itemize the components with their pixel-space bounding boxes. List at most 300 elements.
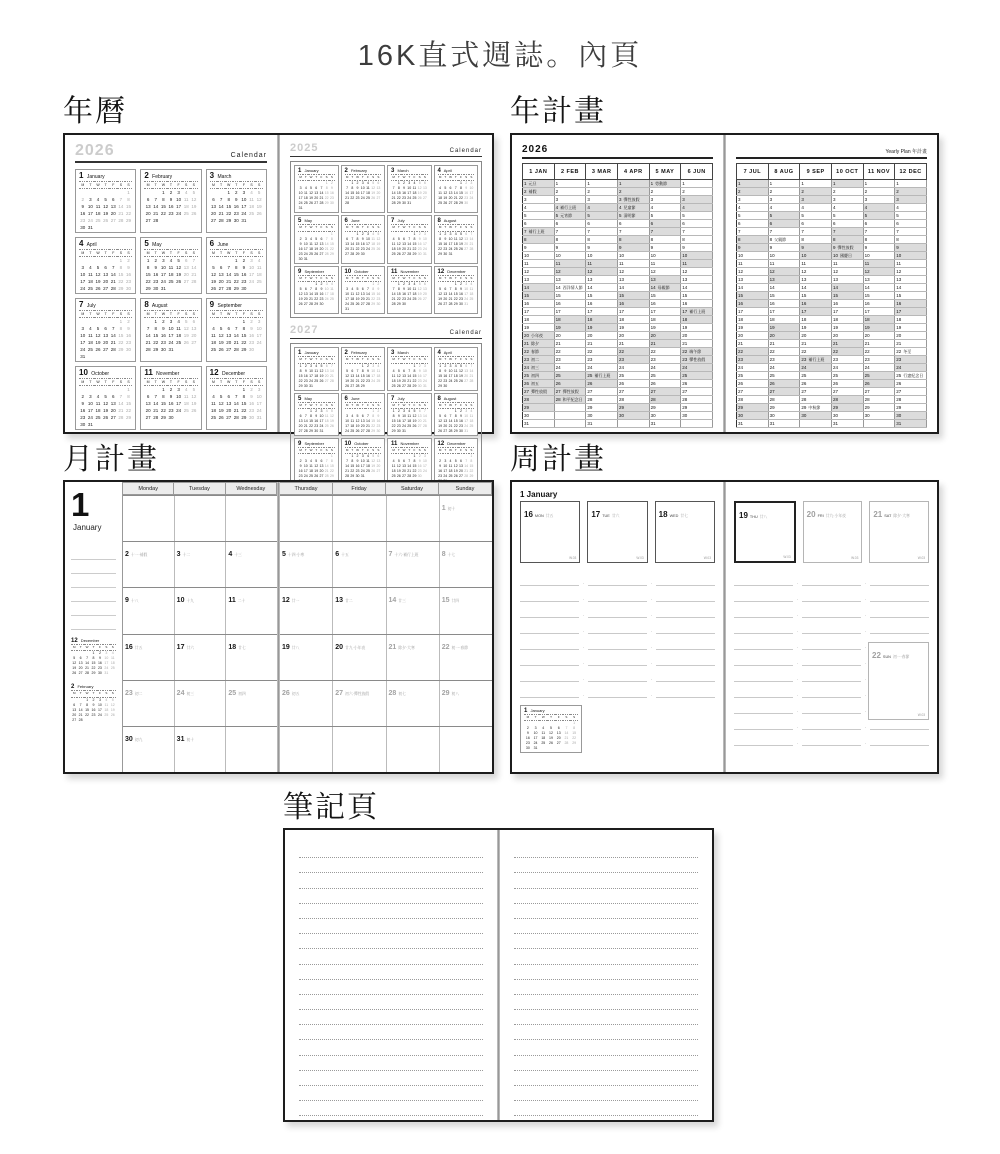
mini-calendar-title: 10 October — [344, 441, 369, 448]
day-cell: 29 — [360, 383, 365, 388]
day-cell: 17 — [176, 204, 182, 209]
month-number: 12 — [71, 638, 78, 644]
day-cell: 19 — [309, 196, 313, 201]
weekday-initial: F — [97, 644, 103, 651]
weekday-initial: S — [324, 224, 329, 231]
weekday-initial: F — [412, 447, 417, 454]
day-cell: 29 — [396, 302, 401, 307]
day-cell: 18 — [376, 373, 381, 378]
day-cell: 10 — [422, 236, 427, 241]
mini-calendar — [520, 705, 582, 753]
weekday-initial: F — [458, 275, 463, 282]
date-cell — [280, 496, 333, 541]
day-cell: 17 — [649, 308, 681, 316]
day-cell: 7 — [408, 368, 411, 373]
dotted-line — [299, 980, 483, 995]
day-cell — [79, 386, 87, 393]
lunar-label: 初六·彈性放假 — [345, 691, 370, 696]
day-cell: 24 — [617, 364, 649, 372]
day-cell: 12 — [396, 464, 401, 469]
month-number: 6 — [344, 218, 348, 225]
day-cell: 4 — [351, 414, 354, 419]
day-cell: 22 — [586, 348, 618, 356]
day-cell: 13 — [110, 204, 116, 209]
weekday-initial: F — [319, 447, 324, 454]
schedule-line — [802, 569, 861, 586]
day-cell: 31 — [345, 307, 350, 312]
day-cell: 14 — [863, 284, 895, 292]
day-cell: 13 — [831, 276, 863, 284]
date-cell — [333, 588, 386, 633]
day-cell: 17 — [324, 292, 329, 297]
day-cell: 18 — [448, 469, 453, 474]
day-cell: 24 — [168, 340, 174, 345]
line-marker: · — [650, 661, 653, 666]
day-cell: 10 — [469, 186, 474, 191]
day-cell: 11 — [309, 464, 313, 469]
year-plan-row — [737, 420, 927, 428]
day-cell: 29 — [831, 404, 863, 412]
week-row — [280, 495, 492, 541]
day-cell: 6 — [192, 319, 196, 324]
day-cell: 28 — [153, 218, 159, 223]
day-cell: 10 — [422, 459, 427, 464]
day-cell: 8 — [127, 394, 130, 399]
mini-calendar — [387, 266, 432, 314]
day-cell: 13 — [360, 292, 365, 297]
month-number: 5 — [298, 395, 302, 402]
day-cell — [102, 318, 110, 325]
day-cell: 26 — [800, 380, 832, 388]
day-cell: 2 — [356, 181, 359, 186]
day-cell: 20 — [464, 373, 469, 378]
day-cell: 2 — [800, 188, 832, 196]
day-cell: 20 — [417, 419, 422, 424]
day-cell: 11 — [523, 260, 555, 268]
day-cell: 25 — [371, 246, 376, 251]
day-cell: 6 — [325, 363, 328, 368]
weekday-initial: M — [298, 275, 303, 282]
day-cell: 27 — [314, 201, 319, 206]
weekday-initial: M — [438, 402, 443, 409]
day-cell: 5 — [192, 387, 196, 392]
year-plan-row — [737, 372, 927, 380]
day-cell: 17 — [464, 292, 469, 297]
date-number: 7 — [388, 551, 393, 559]
day-cell: 18 — [800, 316, 832, 324]
day-cell: 15 — [768, 292, 800, 300]
day-cell: 5 元宵節 — [554, 212, 586, 220]
weekday-initial: S — [182, 249, 190, 257]
year-plan-row — [523, 252, 713, 260]
day-cell: 3 — [534, 726, 537, 731]
day-cell: 22 — [118, 340, 124, 345]
day-cell — [863, 420, 895, 428]
day-cell: 6 — [863, 220, 895, 228]
weekday-header: Saturday — [386, 482, 439, 495]
holiday-label: 小年夜 — [531, 333, 544, 338]
day-cell: 4 — [377, 363, 380, 368]
day-cell: 12 — [256, 197, 262, 202]
schedule-line-row — [520, 586, 715, 602]
mini-calendar-grid — [144, 249, 197, 292]
weekday-initial: W — [355, 174, 360, 181]
day-cell: 26 — [110, 712, 115, 717]
day-cell: 13 — [78, 661, 83, 666]
day-cell: 2 — [81, 197, 85, 202]
line-marker: · — [864, 693, 867, 698]
day-cell: 14 — [407, 373, 412, 378]
day-cell: 25 — [249, 211, 255, 216]
day-cell: 4 — [212, 394, 215, 399]
weekday-initial: T — [350, 402, 355, 409]
day-cell: 17 — [87, 211, 93, 216]
month-column-header: 2 FEB — [554, 164, 586, 180]
day-cell: 31 — [649, 420, 681, 428]
day-cell: 10 — [176, 394, 182, 399]
day-cell: 23 — [360, 246, 365, 251]
holiday-label: 元旦 — [528, 181, 537, 186]
day-cell: 12 — [110, 702, 115, 707]
day-cell: 17 — [160, 272, 166, 277]
mini-calendar-grid — [391, 402, 428, 434]
mini-calendar-grid — [391, 356, 428, 388]
day-cell: 29 — [241, 415, 247, 420]
weekday-initial: F — [365, 356, 370, 363]
day-cell: 30 — [319, 302, 324, 307]
section-label-yearly-calendar: 年曆 — [63, 95, 127, 128]
day-cell: 19 — [831, 324, 863, 332]
day-cell: 1 — [127, 190, 130, 195]
day-cell: 12 — [554, 268, 586, 276]
weekday-initial: W — [355, 447, 360, 454]
mini-calendar — [75, 366, 136, 430]
day-cell: 31 — [831, 420, 863, 428]
day-cell: 22 — [350, 196, 355, 201]
weekday-initial: S — [417, 447, 422, 454]
day-cell: 27 — [443, 429, 448, 434]
mini-calendar-title: 6 June — [344, 218, 360, 225]
day-cell: 20 — [319, 246, 324, 251]
day-cell: 23 — [168, 211, 174, 216]
weekday-header: Tuesday — [174, 482, 225, 495]
day-cell: 22 — [412, 469, 417, 474]
weekday-initial: S — [110, 644, 116, 651]
weekday-initial: M — [524, 714, 532, 721]
day-cell: 7 — [554, 228, 586, 236]
weekday-initial: T — [407, 356, 412, 363]
day-cell: 3 — [423, 231, 426, 236]
lunar-label: 廿八 — [291, 645, 300, 650]
day-cell: 14 — [469, 236, 474, 241]
weekday-initial: T — [233, 310, 241, 318]
day-cell: 21 — [85, 666, 90, 671]
day-cell: 26 — [649, 380, 681, 388]
day-cell: 27 — [78, 671, 83, 676]
day-cell: 28 — [355, 383, 360, 388]
line-marker: · — [582, 597, 585, 602]
day-cell: 9 — [169, 197, 173, 202]
day-cell: 6 — [377, 454, 380, 459]
day-cell: 19 — [319, 373, 324, 378]
day-cell: 17 — [407, 191, 412, 196]
day-cell: 8 — [392, 414, 395, 419]
weekday-initial: M — [210, 181, 218, 189]
weekday-initial: F — [458, 224, 463, 231]
line-marker: · — [796, 645, 799, 650]
day-cell — [152, 189, 160, 196]
schedule-line — [802, 665, 861, 682]
weekday-initial: W — [84, 690, 90, 697]
day-cell: 11 — [110, 656, 115, 661]
day-cell: 30 — [443, 251, 448, 256]
day-cell: 20 — [402, 469, 406, 474]
day-cell: 27 — [586, 388, 618, 396]
holiday-label: 彈性放假 — [562, 389, 579, 394]
mini-calendar-grid — [345, 447, 382, 479]
weekday-initial: S — [190, 378, 198, 386]
day-cell: 6 — [418, 409, 421, 414]
day-cell: 24 — [303, 251, 308, 256]
weekday-initial: T — [77, 690, 83, 697]
day-cell: 8 — [800, 236, 832, 244]
day-cell: 26 初五 — [523, 380, 555, 388]
day-cell: 13 — [443, 419, 448, 424]
day-cell: 8 — [649, 236, 681, 244]
day-cell: 15 — [617, 292, 649, 300]
day-cell: 5 — [73, 656, 76, 661]
day-cell: 7 — [408, 236, 411, 241]
day-cell: 25 — [183, 211, 189, 216]
day-cell: 17 — [256, 333, 262, 338]
day-cell: 14 — [366, 419, 370, 424]
week-number: W.03 — [783, 555, 791, 559]
day-cell: 5 — [104, 197, 107, 202]
weekday-initial: M — [438, 224, 443, 231]
day-cell: 5 — [768, 212, 800, 220]
day-cell: 30 — [160, 347, 166, 352]
day-cell: 9 — [356, 459, 359, 464]
day-cell: 15 — [309, 419, 313, 424]
month-number: 8 — [144, 300, 149, 309]
day-cell: 4 — [895, 204, 927, 212]
day-cell: 1 — [397, 282, 400, 287]
day-cell: 23 — [459, 297, 463, 302]
day-cell: 22 — [412, 378, 417, 383]
day-cell: 22 — [314, 297, 319, 302]
day-cell: 19 — [895, 324, 927, 332]
day-cell: 20 — [360, 297, 365, 302]
day-cell: 9 — [526, 731, 529, 736]
day-cell: 7 — [146, 326, 150, 331]
day-cell: 31 — [256, 415, 262, 420]
day-cell: 9 — [304, 368, 307, 373]
weekday-initial: S — [376, 402, 381, 409]
day-cell: 29 — [412, 251, 417, 256]
day-cell: 6 — [444, 287, 447, 292]
mini-calendar-grid — [210, 310, 263, 353]
weekday-initial: F — [109, 249, 117, 257]
day-cell: 29 — [314, 302, 319, 307]
day-cell: 24 — [324, 297, 329, 302]
day-cell: 25 — [391, 383, 396, 388]
schedule-line — [870, 569, 929, 586]
day-cell: 22 — [91, 666, 96, 671]
year-plan-row — [737, 324, 927, 332]
lunar-label: 除夕·大寒 — [398, 645, 415, 650]
month-number: 9 — [298, 441, 302, 448]
day-cell: 10 — [895, 252, 927, 260]
day-cell: 9 — [554, 244, 586, 252]
lunar-label: 廿六 — [186, 645, 195, 650]
day-cell: 27 彈性放假 — [554, 388, 586, 396]
day-cell: 7 — [86, 656, 89, 661]
day-cell: 14 — [118, 401, 124, 406]
day-cell: 14 — [448, 292, 453, 297]
day-cell: 30 — [80, 422, 86, 427]
schedule-line — [656, 569, 715, 586]
day-cell: 8 — [361, 368, 364, 373]
day-cell: 20 — [768, 332, 800, 340]
day-cell: 29 — [329, 251, 334, 256]
day-cell: 5 — [397, 236, 400, 241]
day-cell: 14 — [366, 292, 370, 297]
month-number: 5 — [298, 218, 302, 225]
day-cell — [94, 189, 102, 196]
day-cell: 5 — [397, 368, 400, 373]
day-cell: 1 — [372, 409, 375, 414]
day-cell: 28 — [464, 474, 469, 479]
dotted-line — [514, 1086, 698, 1101]
day-cell: 28 — [226, 286, 232, 291]
date-number: 16 — [125, 643, 133, 651]
dotted-line — [514, 949, 698, 964]
day-cell: 5 — [104, 394, 107, 399]
mini-calendar — [387, 215, 432, 263]
weekday-initial: T — [314, 174, 319, 181]
week-day-box — [803, 501, 863, 563]
date-number: 22 — [872, 651, 881, 660]
day-cell: 30 — [617, 412, 649, 420]
day-cell: 15 — [371, 419, 376, 424]
notes-spread — [283, 828, 714, 1122]
mini-calendar — [387, 393, 432, 436]
weekday-initial: W — [94, 310, 102, 318]
day-cell: 30 — [863, 412, 895, 420]
date-cell — [175, 496, 227, 541]
day-cell: 13 — [863, 276, 895, 284]
day-cell: 23 — [443, 378, 448, 383]
mini-calendar-title: 9 September — [298, 268, 325, 275]
day-cell: 11 — [391, 373, 396, 378]
day-cell: 29 — [412, 383, 417, 388]
weekday-initial: W — [308, 402, 313, 409]
lunar-label: 初三 — [186, 691, 195, 696]
day-cell: 2 — [863, 188, 895, 196]
day-cell: 3 — [299, 186, 302, 191]
year-plan-row — [737, 196, 927, 204]
day-cell: 9 — [459, 287, 462, 292]
weekday-initial: M — [438, 275, 443, 282]
day-cell: 21 — [586, 340, 618, 348]
day-cell: 21 — [233, 408, 239, 413]
day-cell: 20 — [737, 332, 769, 340]
day-cell: 23 — [376, 297, 381, 302]
day-cell: 2 — [162, 319, 165, 324]
weekday-initial: T — [360, 174, 365, 181]
day-cell: 14 — [324, 241, 329, 246]
day-cell: 29 — [309, 429, 313, 434]
weekday-initial: T — [547, 714, 555, 721]
day-cell: 19 — [459, 373, 463, 378]
day-cell: 8 — [681, 236, 713, 244]
dotted-line — [514, 843, 698, 858]
weekday-initial: T — [453, 447, 458, 454]
day-cell: 16 — [443, 241, 448, 246]
day-cell: 7 — [154, 197, 157, 202]
day-cell: 10 — [649, 252, 681, 260]
mini-calendar — [341, 215, 386, 263]
day-cell: 24 — [87, 218, 93, 223]
day-cell: 5 — [177, 258, 180, 263]
day-cell: 27 — [402, 383, 406, 388]
day-cell: 17 — [360, 191, 365, 196]
day-cell: 16 — [314, 419, 319, 424]
weekday-initial: T — [233, 378, 241, 386]
day-cell: 1 — [154, 319, 157, 324]
day-cell: 4 — [586, 204, 618, 212]
day-cell: 3 — [310, 363, 312, 368]
day-cell — [117, 386, 125, 393]
month-number: 2 — [344, 168, 348, 174]
day-cell: 26 — [586, 380, 618, 388]
dotted-line — [299, 858, 483, 873]
day-cell: 3 — [98, 697, 101, 702]
day-cell: 25 — [176, 340, 182, 345]
mini-calendar — [294, 393, 339, 436]
lunar-label: 十九 — [186, 599, 195, 604]
weekday-initial: S — [182, 310, 190, 318]
day-cell: 26 — [737, 380, 769, 388]
day-cell: 30 — [329, 201, 334, 206]
day-cell: 16 — [586, 300, 618, 308]
day-cell: 15 — [350, 191, 355, 196]
weekday-initial: S — [329, 447, 334, 454]
line-marker: · — [864, 725, 867, 730]
day-cell: 27 — [110, 218, 116, 223]
day-cell: 16 — [649, 300, 681, 308]
day-cell: 23 — [459, 424, 463, 429]
day-cell: 29 — [233, 286, 239, 291]
day-cell: 15 — [469, 464, 474, 469]
day-cell: 18 — [407, 419, 412, 424]
day-cell: 28 — [324, 474, 329, 479]
date-number: 26 — [282, 689, 290, 697]
day-cell: 16 — [737, 300, 769, 308]
day-cell: 21 — [554, 340, 586, 348]
day-cell: 4 — [212, 326, 215, 331]
weekday-initial: W — [308, 174, 313, 181]
day-cell: 20 — [459, 469, 463, 474]
date-number: 13 — [335, 597, 344, 605]
day-cell: 6 — [465, 363, 468, 368]
day-cell: 6 — [377, 181, 380, 186]
day-cell: 20 — [586, 332, 618, 340]
weekday-initial: W — [401, 174, 406, 181]
day-cell: 1 — [227, 190, 230, 195]
weekday-initial: S — [125, 249, 133, 257]
weekday-initial: M — [210, 310, 218, 318]
